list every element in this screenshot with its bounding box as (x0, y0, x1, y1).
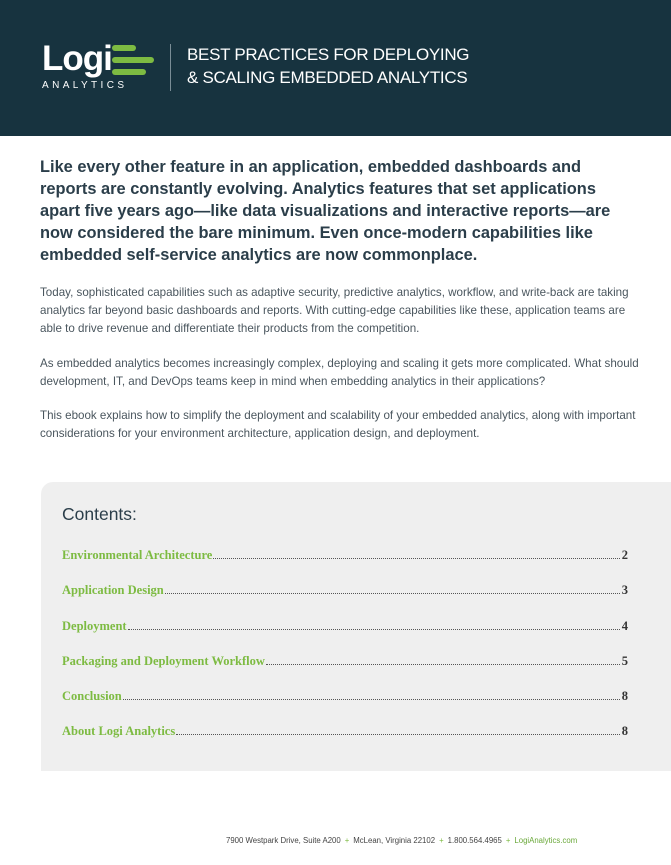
toc-leader-dots (123, 698, 620, 700)
toc-item-packaging-and-deployment-workflow[interactable] (62, 654, 628, 670)
toc-leader-dots (165, 592, 620, 594)
toc-label[interactable]: About Logi Analytics (62, 724, 176, 738)
toc-item-deployment[interactable] (62, 619, 628, 635)
footer-city: McLean, Virginia 22102 (353, 836, 436, 845)
toc-label[interactable]: Deployment (62, 619, 127, 633)
logo-wordmark: Logi (42, 39, 112, 78)
logo-subtitle: ANALYTICS (42, 80, 128, 91)
footer-separator: + (439, 836, 444, 845)
table-of-contents (41, 482, 671, 771)
body-paragraph-1: Today, sophisticated capabilities such as adaptive security, predictive analytics, workflow, and write-back are taking analytics far beyond basic dashboards and reports. With cutting-edge capabilities like these, application teams are able to drive revenue and differentiate their products from the competition. (40, 286, 629, 335)
toc-label[interactable]: Application Design (62, 583, 164, 597)
footer-separator: + (505, 836, 511, 845)
footer-separator: + (344, 836, 350, 845)
header-banner (0, 0, 671, 136)
footer-website-link[interactable]: LogiAnalytics.com (514, 836, 578, 845)
footer-phone: 1.800.564.4965 (447, 836, 502, 845)
toc-page-number: 5 (621, 654, 628, 668)
toc-page-number: 2 (621, 548, 628, 562)
header-divider (170, 44, 171, 91)
lead-paragraph: Like every other feature in an application, embedded dashboards and reports are constantly evolving. Analytics features that set applications apart five years ago—like data visualizations and interactive reports—are now considered the bare minimum. Even once-modern capabilities like embedded self-service analytics are now commonplace. (40, 158, 611, 264)
toc-leader-dots (266, 663, 620, 665)
toc-label[interactable]: Environmental Architecture (62, 548, 213, 562)
contents-heading: Contents: (62, 504, 137, 524)
toc-label[interactable]: Conclusion (62, 689, 122, 703)
toc-leader-dots (128, 628, 620, 630)
toc-item-application-design[interactable] (62, 583, 628, 599)
toc-page-number: 8 (621, 689, 628, 703)
document-title (187, 43, 507, 89)
body-paragraph-3: This ebook explains how to simplify the deployment and scalability of your embedded analytics, along with important considerations for your environment architecture, application design, and deployment. (40, 409, 636, 440)
title-line-1: BEST PRACTICES FOR DEPLOYING (187, 45, 470, 64)
toc-page-number: 8 (621, 724, 628, 738)
footer-address: 7900 Westpark Drive, Suite A200 (226, 836, 341, 845)
toc-item-about-logi-analytics[interactable] (62, 724, 628, 740)
body-paragraph-2: As embedded analytics becomes increasingly complex, deploying and scaling it gets more complicated. What should development, IT, and DevOps teams keep in mind when embedding analytics in their applications? (40, 357, 639, 388)
toc-item-conclusion[interactable] (62, 689, 628, 705)
toc-page-number: 4 (621, 619, 628, 633)
logo-bars-icon (112, 45, 154, 77)
toc-leader-dots (213, 557, 619, 559)
toc-item-environmental-architecture[interactable] (62, 548, 628, 564)
toc-label[interactable]: Packaging and Deployment Workflow (62, 654, 265, 668)
toc-leader-dots (176, 733, 620, 735)
title-line-2: & SCALING EMBEDDED ANALYTICS (187, 68, 468, 87)
toc-page-number: 3 (621, 583, 628, 597)
logi-analytics-logo[interactable] (42, 40, 157, 95)
footer-contact (226, 836, 666, 845)
